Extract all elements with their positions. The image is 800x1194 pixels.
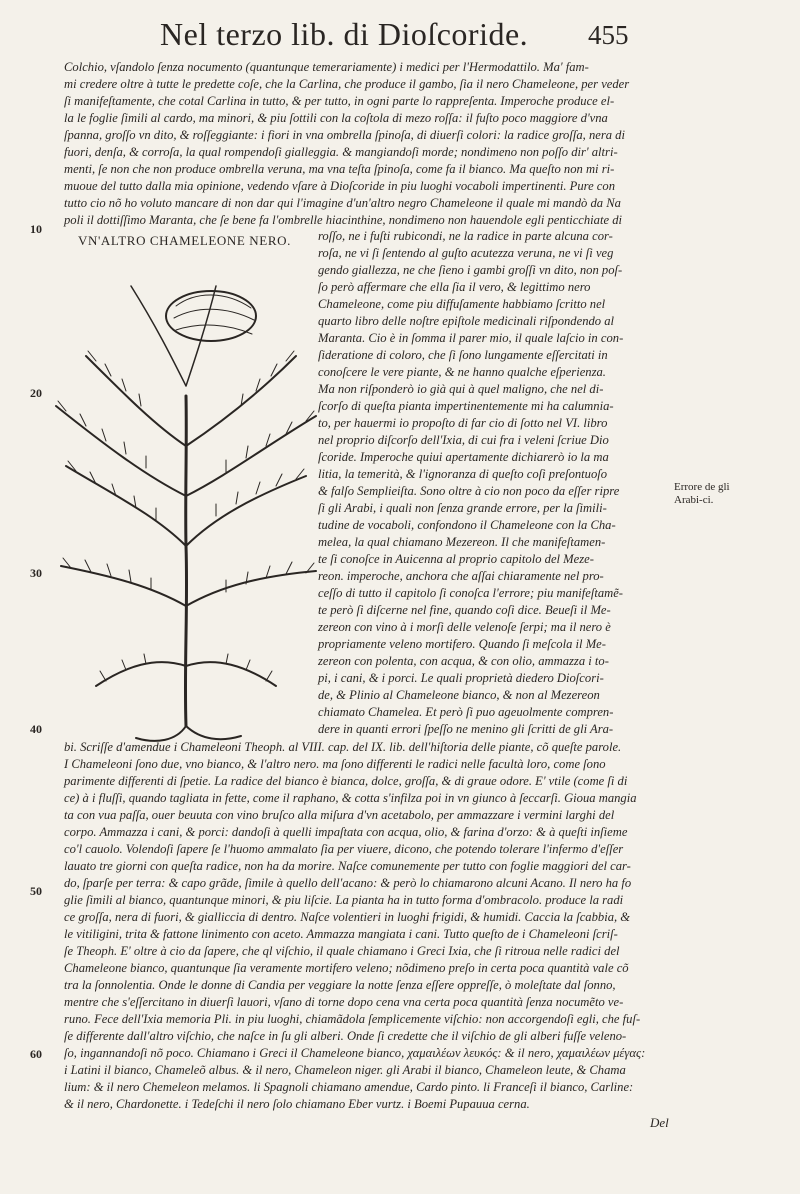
text-line: Maranta. Cio è in ſomma il parer mio, il quale laſcio in con- — [318, 331, 624, 345]
text-line: nel proprio diſcorſo dell'Ixia, di cui fra i veleni ſcriue Dio — [318, 433, 609, 447]
text-line: ſe Theoph. E' oltre à cio da ſapere, che ql viſchio, il quale chiamano i Greci Ixia, che ſi ritroua nelle radici del — [64, 944, 620, 958]
text-line: & il nero, Chardonette. i Tedeſchi il nero ſolo chiamano Eber vurtz. i Boemi Pupauua cerna. — [64, 1097, 530, 1111]
text-line: te però ſi diſcerne nel fine, quando coſi dice. Beueſi il Me- — [318, 603, 611, 617]
text-line: lium: & il nero Chemeleon melamos. li Spagnoli chiamano amendue, Cardo pinto. li Franceſi il bianco, Carline: — [64, 1080, 634, 1094]
text-line: Colchio, vſandolo ſenza nocumento (quantunque temerariamente) i medici per l'Hermodattilo. Ma' fam- — [64, 60, 589, 74]
text-line: reon. imperoche, anchora che aſſai chiaramente nel pro- — [318, 569, 604, 583]
text-line: mi credere oltre à tutte le predette coſe, che la Carlina, che produce il gambo, ſia il nero Chameleone, per veder — [64, 77, 630, 91]
text-line: ſe differente dall'altro viſchio, che naſce in ſu gli alberi. Onde ſi credette che il viſchio de gli alberi fuſſe veleno- — [64, 1029, 627, 1043]
text-line: dere in quanti errori ſpeſſo ne menino gli ſcritti de gli Ara- — [318, 722, 614, 736]
text-line: ceſſo di tutto il capitolo ſi conoſca l'errore; piu manifeſtamẽ- — [318, 586, 624, 600]
text-line: ta con vua paſſa, ouer beuuta con vino bruſco alla miſura d'vn acetabolo, per ammazzare i vermini larghi del — [64, 808, 615, 822]
line-number: 60 — [30, 1047, 42, 1061]
text-line: bi. Scriſſe d'amendue i Chameleoni Theoph. al VIII. cap. del IX. lib. dell'hiſtoria delle piante, cõ queſte parole. — [64, 740, 622, 754]
text-line: glie ſimili al bianco, quantunque minori, & piu liſcie. La pianta ha in tutto forma d'ombracolo. produce la radi — [64, 893, 624, 907]
text-line: melea, la qual chiamano Mezereon. Il che manifeſtamen- — [318, 535, 606, 549]
line-number: 10 — [30, 222, 42, 236]
margin-note: Errore de gli Arabi-ci. — [674, 481, 730, 506]
text-line: Chameleone, come piu diffuſamente habbiamo ſcritto nel — [318, 297, 606, 311]
text-line: propriamente veleno mortifero. Quando ſi meſcola il Me- — [318, 637, 606, 651]
line-number: 20 — [30, 386, 42, 400]
text-line: litia, la temerità, & l'ignoranza di queſto coſi preſontuoſo — [318, 467, 608, 481]
running-header — [0, 10, 800, 54]
text-line: roſa, ne vi ſi ſentendo al guſto acutezza veruna, ne vi ſi veg — [318, 246, 614, 260]
text-line: ce) à i fluſſi, quando tagliata in fette, come il raphano, & cotta s'infilza poi in vn giunco à ſeccarſi. Gioua mangia — [64, 791, 637, 805]
text-line: ſi manifeſtamente, che cotal Carlina in tutto, & per tutto, in ogni parte lo rappreſenta. Imperoche produce el- — [64, 94, 615, 108]
text-line: to, per hauermi io propoſto di far cio di ſotto nel VI. libro — [318, 416, 608, 430]
text-line: quarto libro delle noſtre epiſtole medicinali riſpondendo al — [318, 314, 615, 328]
text-line: Chameleone bianco, quantunque ſia veramente mortifero veleno; nõdimeno preſo in certa poca quantità vale cõ — [64, 961, 629, 975]
text-line: gendo giallezza, ne che ſieno i gambi groſſi vn dito, non poſ- — [318, 263, 623, 277]
text-line: ce groſſa, nera di fuori, & gialliccia di dentro. Naſce volentieri in luoghi frigidi, & humidi. Caccia la ſcabbia, & — [64, 910, 631, 924]
folio-number: 455 — [588, 20, 629, 50]
figure-caption: VN'ALTRO CHAMELEONE NERO. — [78, 233, 291, 248]
text-line: i Latini il bianco, Chameleõ albus. & il nero, Chameleon niger. gli Arabi il bianco, Chameleon leute, & Chama — [64, 1063, 626, 1077]
text-line: fuori, denſa, & corroſa, la qual rompendoſi gialleggia. & mangiandoſi morde; nondimeno non poſſo dir' altri- — [64, 145, 618, 159]
text-line: mentre che s'eſſercitano in diuerſi lauori, vſano di torne dopo cena vna certa poca quantità ſenza nocumẽto ve- — [64, 995, 624, 1009]
text-line: ſcoride. Imperoche quiui apertamente dichiarerò io la ma — [318, 450, 609, 464]
text-line: I Chameleoni ſono due, vno bianco, & l'altro nero. ma ſono differenti le radici nelle facultà loro, come ſono — [64, 757, 606, 771]
line-number: 30 — [30, 566, 42, 580]
text-line: zereon con vino à i morſi delle velenoſe ſerpi; ma il nero è — [318, 620, 611, 634]
catchword: Del — [650, 1115, 669, 1130]
text-line: do, ſparſe per terra: & capo grãde, ſimile à quello dell'acano: & però lo chiamarono alcuni Acano. Il nero ha fo — [64, 876, 632, 890]
text-line: ſcorſo di queſta pianta impertinentemente mi ha calumnia- — [318, 399, 614, 413]
text-line: lauato tre giorni con queſta radice, non ha da morire. Naſce comunemente per tutto con foglie maggiori del car- — [64, 859, 631, 873]
text-line: la le foglie ſimili al cardo, ma minori, & piu ſottili con la coſtola di mezo roſſa: il fuſto poco maggiore d'vna — [64, 111, 608, 125]
text-line: ſi gli Arabi, i quali non ſenza grande errore, per la ſimili- — [318, 501, 607, 515]
text-line: runo. Fece dell'Ixia memoria Pli. in piu luoghi, chiamãdola ſemplicemente viſchio: non accorgendoſi egli, che fuſ- — [64, 1012, 641, 1026]
text-line: tra la ſonnolentia. Onde le donne di Candia per veggiare la notte ſenza eſſere oppreſſe, ò moleſtate dal ſonno, — [64, 978, 616, 992]
page-title: Nel terzo lib. di Dioſcoride. — [160, 16, 529, 52]
text-line: corpo. Ammazza i cani, & porci: dandoſi à quelli impaſtata con acqua, olio, & farina d'orzo: & à queſti inſieme — [64, 825, 628, 839]
text-line: & falſo Semplieiſta. Sono oltre à cio non poco da eſſer ripre — [318, 484, 620, 498]
text-line: co'l cauolo. Volendoſi ſapere ſe l'huomo ammalato ſia per viuere, dicono, che potendo tolerare l'infermo d'eſſer — [64, 842, 624, 856]
text-line: ſo però affermare che ella ſia il vero, & legittimo nero — [318, 280, 591, 294]
text-line: conoſcere le vere piante, & ne hanno qualche eſperienza. — [318, 365, 606, 379]
text-line: ſpanna, groſſo vn dito, & roſſeggiante: i fiori in vna ombrella ſpinoſa, di diuerſi colori: la radice groſſa, nera di — [64, 128, 625, 142]
line-number: 50 — [30, 884, 42, 898]
text-line: ſideratione di coloro, che ſi ſono lungamente eſſercitati in — [318, 348, 608, 362]
text-line: muoue del tutto dalla mia opinione, vedendo vſare à Dioſcoride in piu luoghi vocaboli impertinenti. Pure con — [64, 179, 615, 193]
text-line: Ma non riſponderò io già qui à quel maligno, che nel di- — [318, 382, 604, 396]
text-line: tudine de vocaboli, confondono il Chameleone con la Cha- — [318, 518, 616, 532]
text-line: ſo, ingannandoſi nõ poco. Chiamano i Greci il Chameleone bianco, χαμαιλέων λευκός: & il nero, χαμαιλέων μέγας: — [64, 1046, 646, 1060]
text-line: chiamato Chamelea. Et però ſi puo ageuolmente compren- — [318, 705, 614, 719]
plant-illustration — [36, 246, 336, 746]
text-line: tutto cio nõ ho voluto mancare di non dar qui l'imagine d'un'altro negro Chameleone il quale mi mandò da Na — [64, 196, 621, 210]
text-line: de, & Plinio al Chameleone bianco, & non al Mezereon — [318, 688, 600, 702]
text-line: menti, ſe non che non produce ombrella veruna, ma vna teſta ſpinoſa, come fa il bianco. Ma queſto non mi ri- — [64, 162, 615, 176]
text-line: te ſi conoſce in Auicenna al proprio capitolo del Meze- — [318, 552, 594, 566]
text-line: parimente differenti di ſpetie. La radice del bianco è bianca, dolce, groſſa, & di graue odore. E' vtile (come ſi di — [64, 774, 628, 788]
text-line: le vitiligini, trita & fattone linimento con aceto. Ammazza mangiata i cani. Tutto queſto de i Chameleoni ſcriſ- — [64, 927, 618, 941]
line-number: 40 — [30, 722, 42, 736]
text-line: pi, i cani, & i porci. Le quali proprietà diedero Dioſcori- — [318, 671, 604, 685]
text-line: zereon con polenta, con acqua, & con olio, ammazza i to- — [318, 654, 609, 668]
text-line: poli il dottiſſimo Maranta, che ſe bene fa l'ombrelle hiacinthine, nondimeno non hauendole egli penticchiate di — [64, 213, 622, 227]
text-line: roſſo, ne i fuſti rubicondi, ne la radice in parte alcuna cor- — [318, 229, 613, 243]
